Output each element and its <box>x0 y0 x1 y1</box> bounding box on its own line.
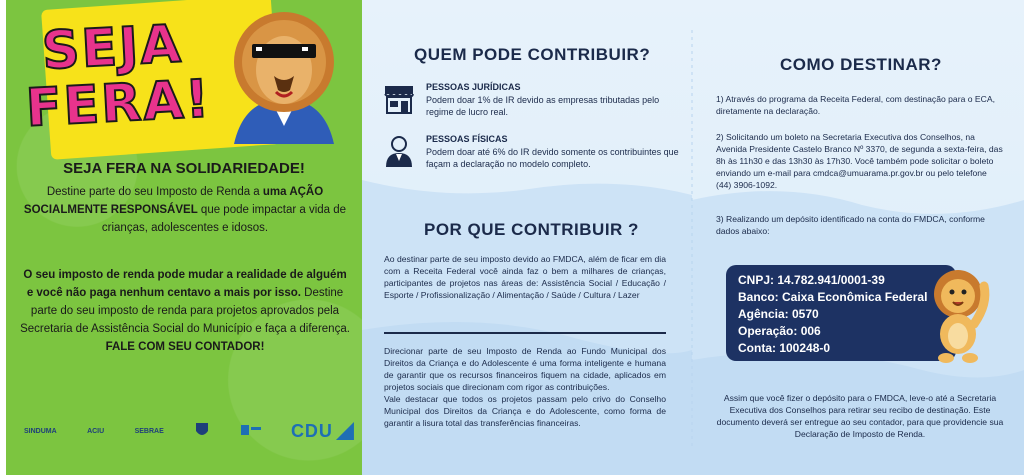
pj-title: PESSOAS JURÍDICAS <box>426 82 521 92</box>
quem-pode-contribuir-title: QUEM PODE CONTRIBUIR? <box>414 45 651 64</box>
bank-conta: Conta: 100248-0 <box>738 341 831 355</box>
como-destinar-title: COMO DESTINAR? <box>780 55 942 74</box>
bank-cnpj: CNPJ: 14.782.941/0001-39 <box>738 273 885 287</box>
p2-text-a: O seu imposto de renda pode mudar a realidade de alguém e você não paga nenhum centavo a mais por isso. <box>23 269 347 299</box>
p2-text-b: Destine parte do seu imposto de renda para projetos aprovados pela Secretaria de Assistência Social do Município e faça a diferença. <box>20 287 350 335</box>
logo-secretaria <box>241 423 261 439</box>
logo-sinduma: SINDUMA <box>24 427 57 435</box>
logo-cdu <box>291 421 354 442</box>
bank-operacao: Operação: 006 <box>738 324 821 338</box>
pf-text: Podem doar até 6% do IR devido somente os contribuintes que façam a declaração no modelo completo. <box>426 147 679 169</box>
como-step-1: 1) Através do programa da Receita Federal, com destinação para o ECA, diretamente na declaração. <box>716 94 995 116</box>
lion-mascot-waving <box>922 264 994 364</box>
como-step-final: Assim que você fizer o depósito para o FMDCA, leve-o até a Secretaria Executiva dos Conselhos para retirar seu recibo de destinação. Este documento deverá ser entregue ao seu contador, para que providencie sua Declaração de Imposto de Renda. <box>716 393 1004 439</box>
p2-text-c: FALE COM SEU CONTADOR! <box>105 341 265 353</box>
left-paragraph-2 <box>20 266 350 356</box>
pessoas-fisicas-item <box>382 134 682 170</box>
headline-fera: FERA! <box>24 69 213 139</box>
headline-seja: SEJA <box>40 14 185 82</box>
como-step-2: 2) Solicitando um boleto na Secretaria Executiva dos Conselhos, na Avenida Presidente Castelo Branco Nº 3370, de segunda a sexta-feira, das 8h às 11h30 e das 13h30 às 17h30. Você também pode solicitar o boleto enviando um e-mail para cmdca@umuarama.pr.gov.br ou pelo telefone (44) 3906-1092. <box>716 132 1003 190</box>
lion-mascot-sunglasses <box>214 4 354 144</box>
store-icon <box>382 82 416 116</box>
person-icon <box>382 134 416 168</box>
left-panel <box>6 0 362 475</box>
logo-sebrae: SEBRAE <box>134 427 164 435</box>
por-que-text: Ao destinar parte de seu imposto devido ao FMDCA, além de ficar em dia com a Receita Federal você ainda faz o bem a milhares de crianças, participantes de projetos nas áreas de: Assistência Social / Educação / Esporte / Profissionalização / Alimentação / Saúde / Cultura / Lazer <box>384 254 666 300</box>
sponsor-logos <box>24 414 354 448</box>
por-que-contribuir-title: POR QUE CONTRIBUIR ? <box>424 220 639 239</box>
left-paragraph-1 <box>20 183 350 237</box>
direcionar-text <box>384 345 666 429</box>
p1-text-b: uma AÇÃO SOCIALMENTE RESPONSÁVEL <box>23 186 324 216</box>
logo-cdu-text: CDU <box>290 420 333 441</box>
left-title: SEJA FERA NA SOLIDARIEDADE! <box>63 160 305 177</box>
right-panel <box>362 0 1024 475</box>
logo-prefeitura <box>194 421 210 441</box>
direcionar-paragraph-2: Vale destacar que todos os projetos passam pelo crivo do Conselho Municipal dos Direitos da Criança e do Adolescente, como forma de garantir a lisura total das transferências financeiras. <box>384 394 666 428</box>
bank-agencia: Agência: 0570 <box>738 307 819 321</box>
logo-aciu: ACIU <box>87 427 105 435</box>
direcionar-paragraph-1: Direcionar parte de seu Imposto de Renda ao Fundo Municipal dos Direitos da Criança e do Adolescente é uma forma inteligente e humana de garantir que os recursos financeiros fiquem na cidade, aplicados em projetos sociais que direcionam com rigor as contribuições. <box>384 346 666 392</box>
pj-text: Podem doar 1% de IR devido as empresas tributadas pelo regime de lucro real. <box>426 95 660 117</box>
como-step-3: 3) Realizando um depósito identificado na conta do FMDCA, conforme dados abaixo: <box>716 214 985 236</box>
pessoas-juridicas-item <box>382 82 682 118</box>
pf-title: PESSOAS FÍSICAS <box>426 134 508 144</box>
p1-text-a: Destine parte do seu Imposto de Renda a <box>46 186 263 198</box>
bank-banco: Banco: Caixa Econômica Federal <box>738 290 928 304</box>
p1-text-c: que pode impactar a vida de crianças, adolescentes e idosos. <box>101 204 347 234</box>
cdu-mark-icon <box>336 422 354 440</box>
section-divider <box>384 332 666 334</box>
